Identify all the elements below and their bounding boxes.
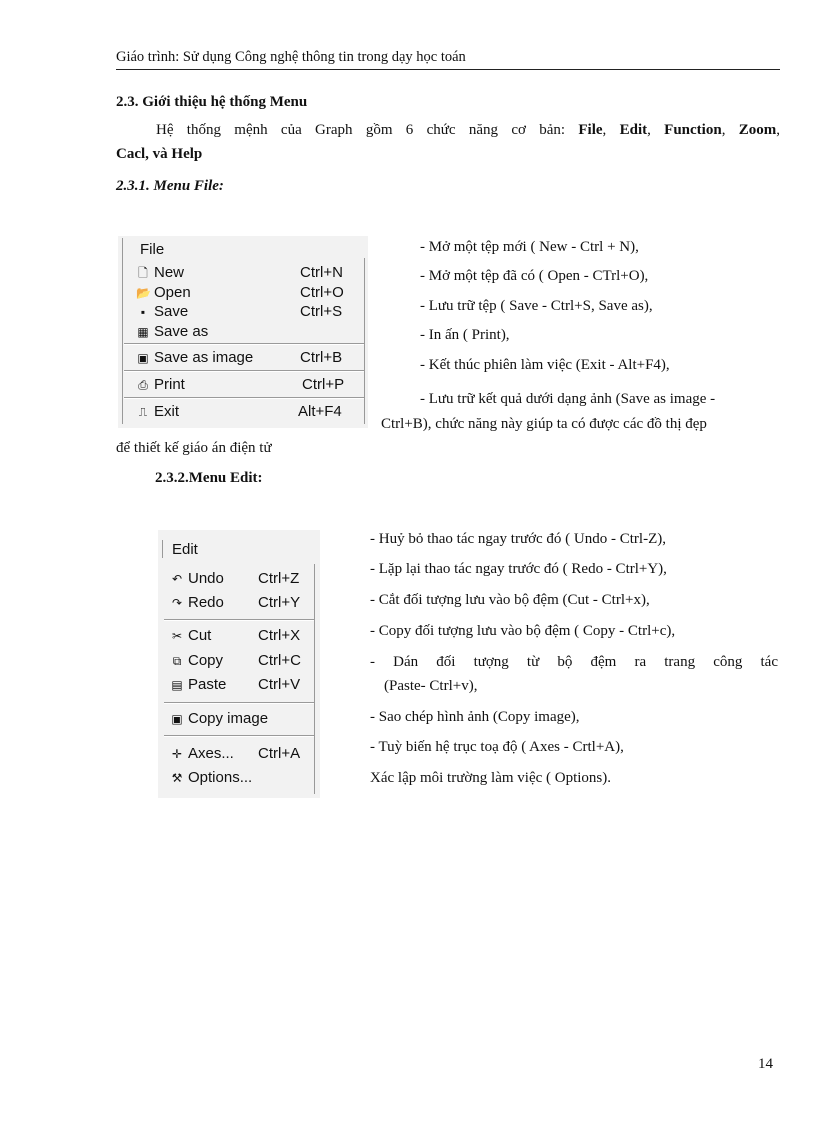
edit-menu-copy[interactable]: ⧉ Copy <box>170 652 223 669</box>
intro-text: Hệ thống mệnh của Graph gồm 6 chức năng cơ bản: <box>156 122 579 138</box>
edit-shortcut-paste: Ctrl+V <box>258 676 301 693</box>
file-menu-new[interactable]: 🗋 New <box>136 264 184 285</box>
edit-desc-line: - Huỷ bỏ thao tác ngay trước đó ( Undo - Ctrl-Z), <box>370 531 666 547</box>
intro-paragraph: Hệ thống mệnh của Graph gồm 6 chức năng cơ bản: File, Edit, Function, Zoom, <box>156 122 780 138</box>
edit-shortcut-cut: Ctrl+X <box>258 627 301 644</box>
file-menu-screenshot <box>118 236 368 428</box>
new-doc-icon: 🗋 <box>138 266 148 280</box>
edit-desc-line: - Lặp lại thao tác ngay trước đó ( Redo - Ctrl+Y), <box>370 561 667 577</box>
wrench-icon: ⚒ <box>171 771 183 785</box>
file-shortcut-exit: Alt+F4 <box>298 403 342 420</box>
edit-heading: 2.3.2.Menu Edit: <box>155 470 263 486</box>
redo-icon: ↷ <box>171 596 183 610</box>
intro-item-file: File <box>578 122 603 138</box>
file-menu-separator <box>124 343 364 345</box>
edit-shortcut-copy: Ctrl+C <box>258 652 301 669</box>
undo-icon: ↶ <box>171 572 183 586</box>
page-number: 14 <box>758 1056 773 1072</box>
edit-menu-undo[interactable]: ↶ Undo <box>171 570 224 587</box>
file-heading: 2.3.1. Menu File: <box>116 178 224 194</box>
edit-menu-title[interactable]: Edit <box>172 541 198 558</box>
section-heading: 2.3. Giới thiệu hệ thống Menu <box>116 94 308 110</box>
edit-desc-line: (Paste- Ctrl+v), <box>384 678 478 694</box>
file-menu-title[interactable]: File <box>140 241 165 258</box>
file-desc-line: Ctrl+B), chức năng này giúp ta có được các đồ thị đẹp <box>381 416 707 432</box>
file-desc-line: để thiết kế giáo án điện tử <box>116 440 272 456</box>
scissors-icon: ✂ <box>171 629 183 643</box>
file-desc-line: - Mở một tệp mới ( New - Ctrl + N), <box>420 239 639 255</box>
edit-menu-copy-image[interactable]: ▣ Copy image <box>171 710 269 727</box>
file-menu-save-image[interactable]: ▣ Save as image <box>137 349 254 366</box>
file-menu-print[interactable]: ⎙ Print <box>136 376 185 393</box>
edit-desc-line: - Cắt đối tượng lưu vào bộ đệm (Cut - Ctrl+x), <box>370 592 650 608</box>
edit-menu-options[interactable]: ⚒ Options... <box>171 769 253 786</box>
save-disk-icon: ▪ <box>140 305 146 319</box>
file-shortcut-new: Ctrl+N <box>300 264 343 281</box>
image-icon: ▣ <box>171 712 183 726</box>
intro-item-function: Function <box>664 122 722 138</box>
edit-desc-line: - Copy đối tượng lưu vào bộ đệm ( Copy - Ctrl+c), <box>370 623 676 639</box>
printer-icon: ⎙ <box>138 378 148 392</box>
file-desc-line: - Lưu trữ tệp ( Save - Ctrl+S, Save as), <box>420 298 653 314</box>
file-menu-open[interactable]: 📂 Open <box>136 284 191 301</box>
file-shortcut-save: Ctrl+S <box>300 303 343 320</box>
edit-menu-axes[interactable]: ✛ Axes... <box>171 745 234 762</box>
edit-menu-paste[interactable]: ▤ Paste <box>171 676 227 693</box>
exit-door-icon: ⎍ <box>138 405 148 419</box>
paste-icon: ▤ <box>171 678 183 692</box>
edit-desc-line: - Tuỳ biến hệ trục toạ độ ( Axes - Crtl+A), <box>370 739 624 755</box>
edit-desc-line: - Dán đối tượng từ bộ đệm ra trang công tác <box>370 654 778 670</box>
file-menu-save-as[interactable]: ▦ Save as <box>137 323 209 340</box>
file-desc-line: - Lưu trữ kết quả dưới dạng ảnh (Save as image - <box>420 391 716 407</box>
edit-menu-redo[interactable]: ↷ Redo <box>171 594 224 611</box>
intro-item-zoom: Zoom <box>738 122 777 138</box>
file-menu-exit[interactable]: ⎍ Exit <box>136 403 179 420</box>
edit-shortcut-axes: Ctrl+A <box>258 745 301 762</box>
edit-menu-separator <box>164 735 314 737</box>
open-folder-icon: 📂 <box>136 286 151 300</box>
file-menu-separator <box>124 370 364 372</box>
file-desc-line: - In ấn ( Print), <box>420 327 510 343</box>
header-rule <box>116 69 780 70</box>
intro-paragraph-cont: Cacl, và Help <box>116 146 203 162</box>
edit-menu-separator <box>164 619 314 621</box>
file-menu-separator <box>124 397 364 399</box>
file-desc-line: - Mở một tệp đã có ( Open - CTrl+O), <box>420 268 649 284</box>
edit-shortcut-redo: Ctrl+Y <box>258 594 301 611</box>
edit-desc-line: Xác lập môi trường làm việc ( Options). <box>370 770 612 786</box>
edit-menu-cut[interactable]: ✂ Cut <box>171 627 212 644</box>
edit-menu-screenshot <box>158 530 320 798</box>
file-shortcut-save-image: Ctrl+B <box>300 349 343 366</box>
file-menu-save[interactable]: ▪ Save <box>136 303 188 320</box>
running-header: Giáo trình: Sử dụng Công nghệ thông tin trong dạy học toán <box>116 49 466 65</box>
edit-desc-line: - Sao chép hình ảnh (Copy image), <box>370 709 580 725</box>
file-shortcut-print: Ctrl+P <box>302 376 345 393</box>
intro-item-help: Help <box>171 146 203 162</box>
save-as-icon: ▦ <box>137 325 149 339</box>
edit-menu-separator <box>164 702 314 704</box>
file-desc-line: - Kết thúc phiên làm việc (Exit - Alt+F4), <box>420 357 670 373</box>
intro-item-edit: Edit <box>619 122 648 138</box>
image-icon: ▣ <box>137 351 149 365</box>
file-shortcut-open: Ctrl+O <box>300 284 344 301</box>
edit-shortcut-undo: Ctrl+Z <box>258 570 300 587</box>
intro-item-cacl: Cacl <box>116 146 146 162</box>
copy-icon: ⧉ <box>172 654 182 668</box>
axes-icon: ✛ <box>171 747 183 761</box>
